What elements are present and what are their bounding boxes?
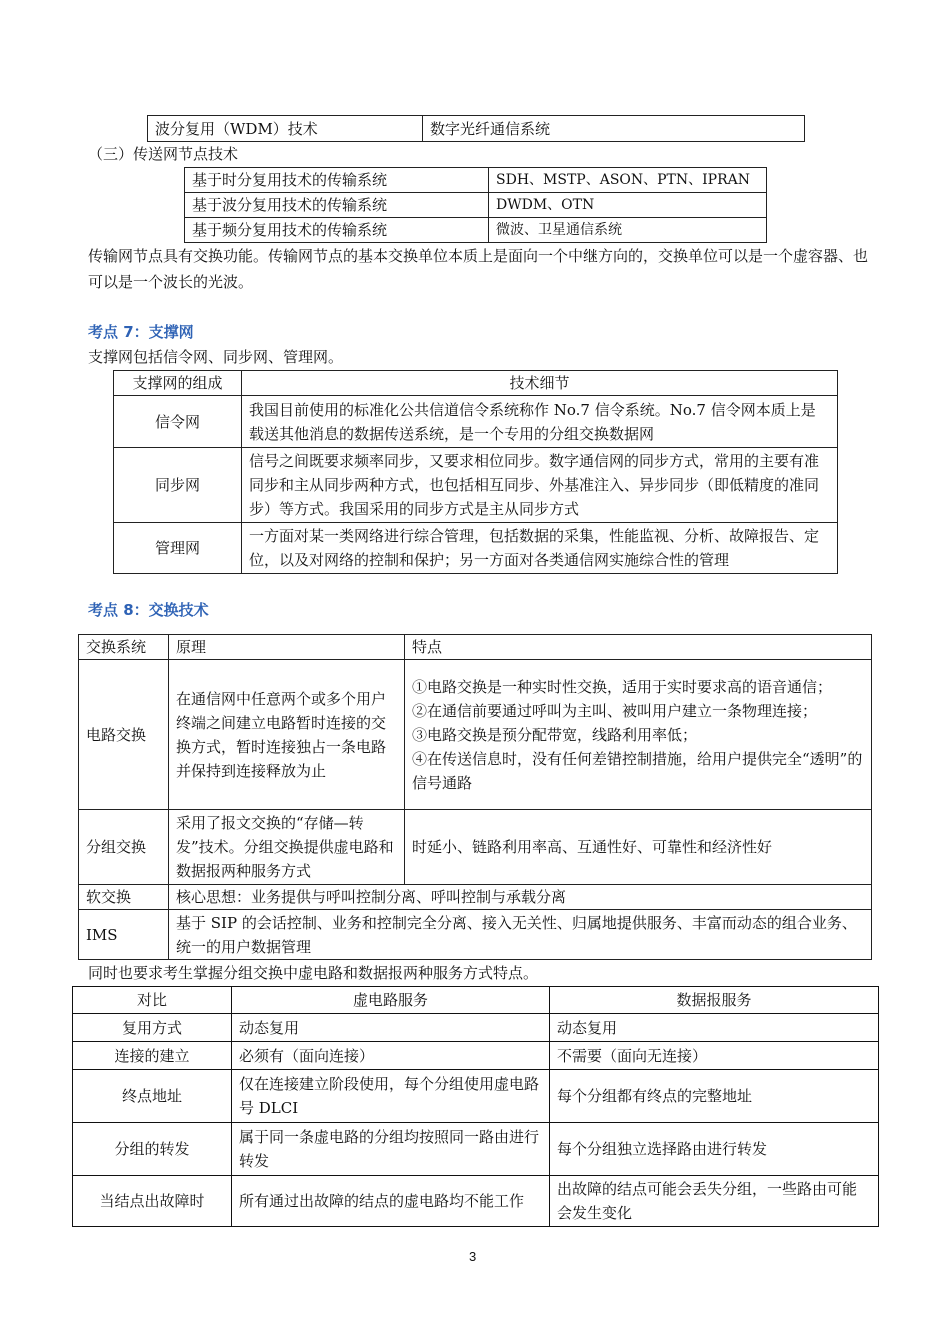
compare-dg: 出故障的结点可能会丢失分组，一些路由可能会发生变化	[550, 1176, 879, 1227]
node-examples: 微波、卫星通信系统	[489, 218, 767, 243]
support-network-table	[113, 370, 838, 574]
page-number: 3	[469, 1249, 477, 1264]
wdm-cell: 波分复用（WDM）技术	[148, 116, 423, 142]
switching-principle: 采用了报文交换的“存储—转发”技术。分组交换提供虚电路和数据报两种服务方式	[169, 810, 405, 885]
wdm-system-cell: 数字光纤通信系统	[423, 116, 805, 142]
node-tech-table	[184, 167, 767, 243]
compare-item: 终点地址	[73, 1070, 232, 1123]
switching-header: 交换系统	[79, 635, 169, 660]
node-tech-title: （三）传送网节点技术	[88, 145, 239, 163]
support-header: 支撑网的组成	[114, 371, 242, 396]
node-system: 基于频分复用技术的传输系统	[185, 218, 489, 243]
node-examples: DWDM、OTN	[489, 193, 767, 218]
compare-header: 虚电路服务	[232, 987, 550, 1014]
compare-dg: 动态复用	[550, 1014, 879, 1042]
switching-features: 时延小、链路利用率高、互通性好、可靠性和经济性好	[405, 810, 872, 885]
support-detail: 信号之间既要求频率同步，又要求相位同步。数字通信网的同步方式，常用的主要有准同步和主从同步两种方式，也包括相互同步、外基准注入、异步同步（即低精度的准同步）等方式。我国采用的同步方式是主从同步方式	[242, 448, 838, 523]
compare-header: 数据报服务	[550, 987, 879, 1014]
switching-features	[405, 660, 872, 810]
switching-name: 分组交换	[79, 810, 169, 885]
support-detail: 一方面对某一类网络进行综合管理，包括数据的采集，性能监视、分析、故障报告、定位，以及对网络的控制和保护；另一方面对各类通信网实施综合性的管理	[242, 523, 838, 574]
switching-table	[78, 634, 872, 960]
switching-name: IMS	[79, 910, 169, 960]
support-name: 信令网	[114, 396, 242, 448]
feature-item: ④在传送信息时，没有任何差错控制措施，给用户提供完全“透明”的信号通路	[412, 749, 863, 792]
feature-item: ①电路交换是一种实时性交换，适用于实时要求高的语音通信；	[412, 677, 833, 696]
feature-item: ③电路交换是预分配带宽，线路利用率低；	[412, 725, 698, 744]
wdm-table	[147, 115, 805, 142]
support-name: 管理网	[114, 523, 242, 574]
section-8-heading: 考点 8：交换技术	[88, 601, 209, 619]
compare-dg: 不需要（面向无连接）	[550, 1042, 879, 1070]
switching-header: 原理	[169, 635, 405, 660]
switching-content: 基于 SIP 的会话控制、业务和控制完全分离、接入无关性、归属地提供服务、丰富而动态的组合业务、统一的用户数据管理	[169, 910, 872, 960]
compare-table	[72, 986, 879, 1227]
section-8-note: 同时也要求考生掌握分组交换中虚电路和数据报两种服务方式特点。	[88, 964, 539, 982]
compare-item: 连接的建立	[73, 1042, 232, 1070]
switching-header: 特点	[405, 635, 872, 660]
section-7-heading: 考点 7：支撑网	[88, 323, 194, 341]
compare-item: 分组的转发	[73, 1123, 232, 1176]
node-system: 基于时分复用技术的传输系统	[185, 168, 489, 193]
switching-name: 电路交换	[79, 660, 169, 810]
compare-vc: 属于同一条虚电路的分组均按照同一路由进行转发	[232, 1123, 550, 1176]
node-examples: SDH、MSTP、ASON、PTN、IPRAN	[489, 168, 767, 193]
node-system: 基于波分复用技术的传输系统	[185, 193, 489, 218]
support-detail: 我国目前使用的标准化公共信道信令系统称作 No.7 信令系统。No.7 信令网本质上是载送其他消息的数据传送系统，是一个专用的分组交换数据网	[242, 396, 838, 448]
compare-dg: 每个分组独立选择路由进行转发	[550, 1123, 879, 1176]
switching-name: 软交换	[79, 885, 169, 910]
support-header: 技术细节	[242, 371, 838, 396]
compare-header: 对比	[73, 987, 232, 1014]
support-name: 同步网	[114, 448, 242, 523]
compare-vc: 所有通过出故障的结点的虚电路均不能工作	[232, 1176, 550, 1227]
compare-dg: 每个分组都有终点的完整地址	[550, 1070, 879, 1123]
compare-item: 复用方式	[73, 1014, 232, 1042]
section-7-intro: 支撑网包括信令网、同步网、管理网。	[88, 348, 344, 366]
node-tech-note: 传输网节点具有交换功能。传输网节点的基本交换单位本质上是面向一个中继方向的，交换单位可以是一个虚容器、也可以是一个波长的光波。	[88, 247, 869, 291]
switching-content: 核心思想：业务提供与呼叫控制分离、呼叫控制与承载分离	[169, 885, 872, 910]
compare-vc: 必须有（面向连接）	[232, 1042, 550, 1070]
feature-item: ②在通信前要通过呼叫为主叫、被叫用户建立一条物理连接；	[412, 701, 818, 720]
switching-principle: 在通信网中任意两个或多个用户终端之间建立电路暂时连接的交换方式，暂时连接独占一条电路并保持到连接释放为止	[169, 660, 405, 810]
compare-vc: 动态复用	[232, 1014, 550, 1042]
compare-vc: 仅在连接建立阶段使用，每个分组使用虚电路号 DLCI	[232, 1070, 550, 1123]
compare-item: 当结点出故障时	[73, 1176, 232, 1227]
